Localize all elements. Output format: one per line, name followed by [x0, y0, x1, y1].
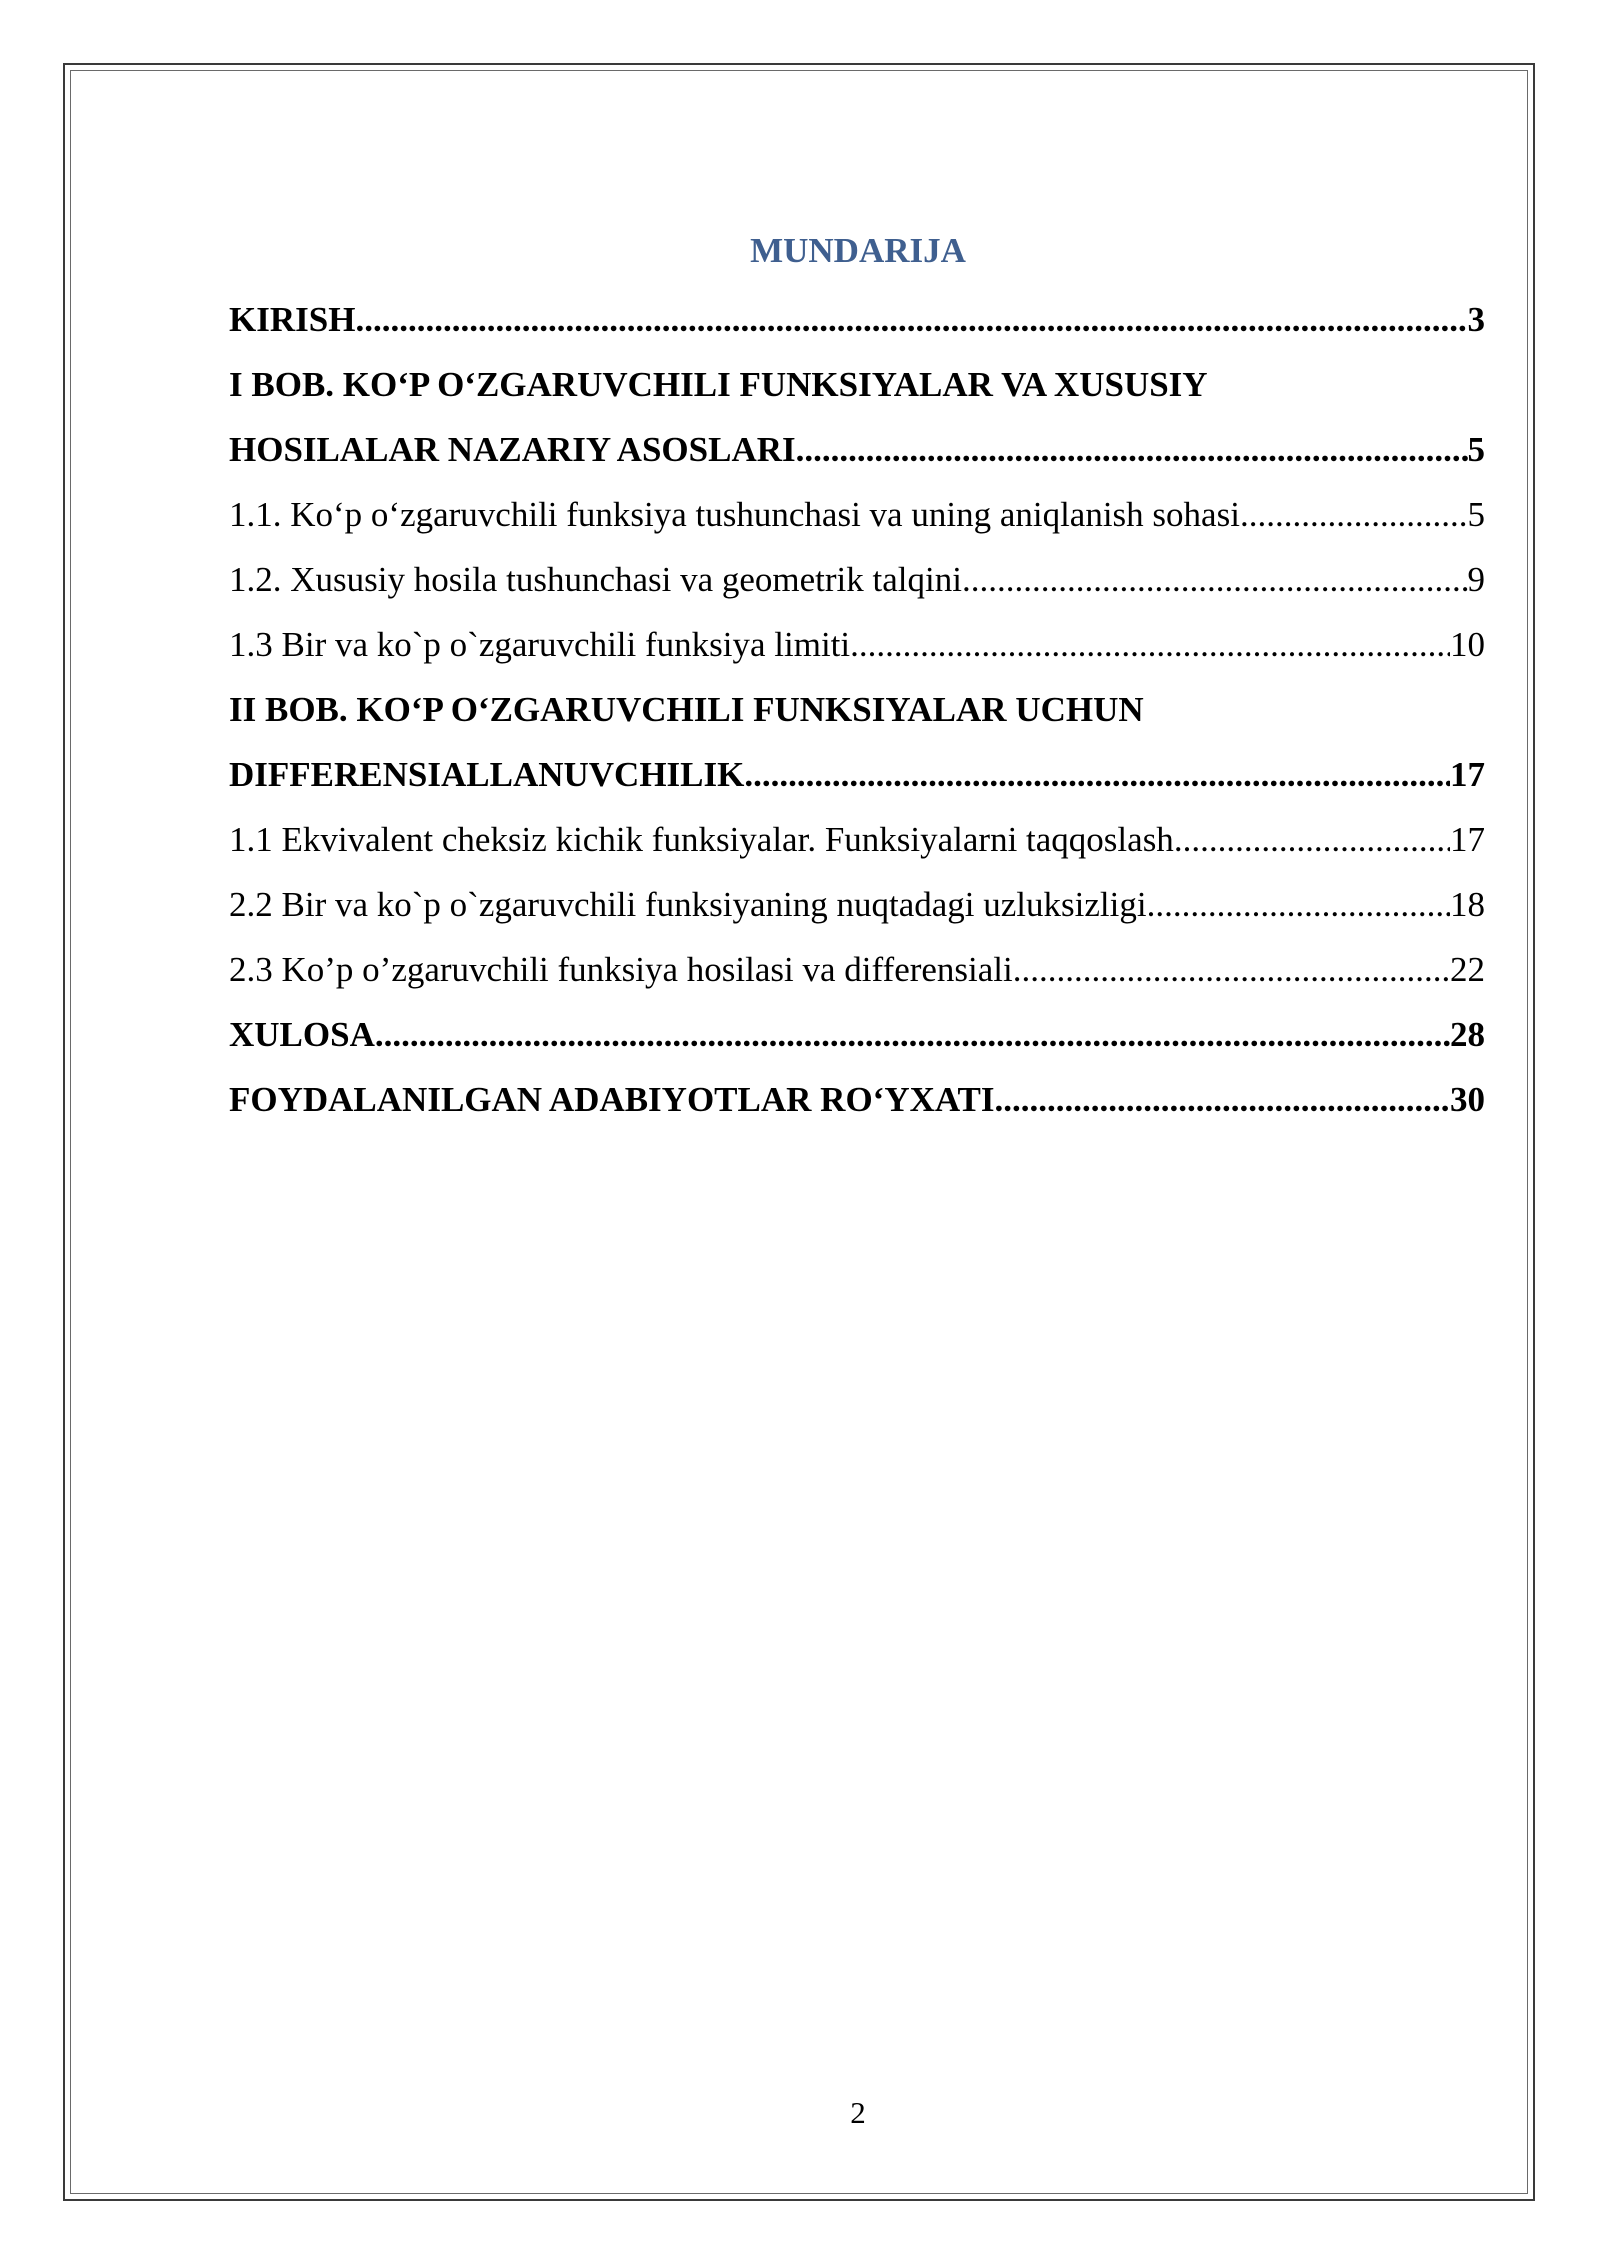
toc-leader-dots: [850, 612, 1450, 677]
toc-entry-page: 18: [1450, 885, 1485, 924]
toc-entry[interactable]: [229, 937, 1485, 1002]
table-of-contents: [229, 287, 1485, 1132]
toc-entry-page: 3: [1467, 300, 1485, 339]
toc-leader-dots: [796, 417, 1468, 482]
toc-entry-page: 9: [1467, 560, 1485, 599]
toc-leader-dots: [1240, 482, 1468, 547]
toc-entry-page: 5: [1467, 495, 1485, 534]
toc-entry-text: 2.2 Bir va ko`p o`zgaruvchili funksiyaning nuqtadagi uzluksizligi: [229, 885, 1147, 924]
toc-entry[interactable]: [229, 1067, 1485, 1132]
toc-leader-dots: [744, 742, 1450, 807]
toc-entry[interactable]: [229, 677, 1485, 742]
toc-entry[interactable]: [229, 742, 1485, 807]
toc-entry-text: HOSILALAR NAZARIY ASOSLARI: [229, 430, 796, 469]
toc-entry[interactable]: [229, 287, 1485, 352]
toc-leader-dots: [995, 1067, 1450, 1132]
toc-entry[interactable]: [229, 482, 1485, 547]
toc-entry-text: KIRISH: [229, 300, 356, 339]
toc-entry-text: FOYDALANILGAN ADABIYOTLAR RO‘YXATI: [229, 1080, 995, 1119]
toc-entry[interactable]: [229, 547, 1485, 612]
toc-entry-page: 22: [1450, 950, 1485, 989]
toc-entry-text: 1.2. Xususiy hosila tushunchasi va geometrik talqini: [229, 560, 962, 599]
toc-entry[interactable]: [229, 352, 1485, 417]
page-number: 2: [850, 2095, 866, 2130]
toc-entry-page: 5: [1467, 430, 1485, 469]
toc-entry-text: 1.1 Ekvivalent cheksiz kichik funksiyalar. Funksiyalarni taqqoslash: [229, 820, 1174, 859]
toc-entry-page: 30: [1450, 1080, 1485, 1119]
toc-leader-dots: [962, 547, 1468, 612]
toc-leader-dots: [355, 287, 1467, 352]
toc-leader-dots: [1174, 807, 1450, 872]
toc-entry[interactable]: [229, 612, 1485, 677]
toc-title: MUNDARIJA: [750, 231, 966, 270]
toc-entry-page: 17: [1450, 820, 1485, 859]
toc-entry-text: I BOB. KO‘P O‘ZGARUVCHILI FUNKSIYALAR VA XUSUSIY: [229, 365, 1208, 404]
toc-leader-dots: [1013, 937, 1450, 1002]
toc-entry[interactable]: [229, 1002, 1485, 1067]
toc-entry-text: 1.3 Bir va ko`p o`zgaruvchili funksiya limiti: [229, 625, 851, 664]
toc-entry-text: DIFFERENSIALLANUVCHILIK: [229, 755, 745, 794]
toc-entry-text: XULOSA: [229, 1015, 375, 1054]
toc-entry[interactable]: [229, 872, 1485, 937]
toc-entry[interactable]: [229, 417, 1485, 482]
toc-entry-page: 17: [1450, 755, 1485, 794]
toc-leader-dots: [375, 1002, 1450, 1067]
toc-entry-text: II BOB. KO‘P O‘ZGARUVCHILI FUNKSIYALAR UCHUN: [229, 690, 1144, 729]
toc-entry-text: 2.3 Ko’p o’zgaruvchili funksiya hosilasi va differensiali: [229, 950, 1013, 989]
toc-leader-dots: [1147, 872, 1450, 937]
toc-entry[interactable]: [229, 807, 1485, 872]
toc-entry-text: 1.1. Ko‘p o‘zgaruvchili funksiya tushunchasi va uning aniqlanish sohasi: [229, 495, 1240, 534]
toc-entry-page: 10: [1450, 625, 1485, 664]
toc-entry-page: 28: [1450, 1015, 1485, 1054]
